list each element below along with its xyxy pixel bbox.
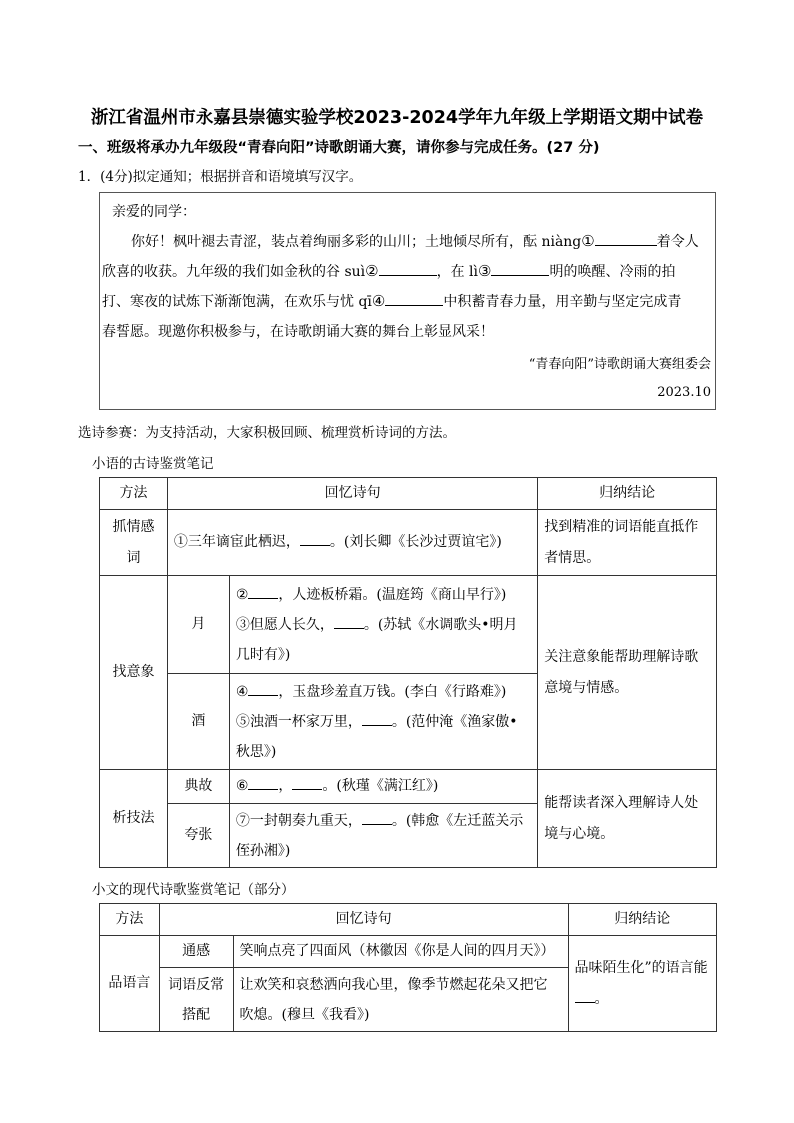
conclusion-2: 关注意象能帮助理解诗歌意境与情感。 xyxy=(538,576,717,770)
recall-unusual-collocation: 让欢笑和哀愁洒向我心里，像季节燃起花朵又把它吹熄。(穆旦《我看》) xyxy=(233,968,568,1032)
recall-allusion: ⑥ ， 。(秋瑾《满江红》) xyxy=(229,770,537,804)
exam-title: 浙江省温州市永嘉县崇德实验学校2023-2024学年九年级上学期语文期中试卷 xyxy=(90,108,704,128)
poem-notes-table xyxy=(99,477,717,868)
answer-blank[interactable] xyxy=(575,989,595,1003)
method-emotion-words: 抓情感词 xyxy=(100,510,168,576)
blank-1[interactable] xyxy=(595,231,657,246)
notice-box xyxy=(99,192,716,410)
blank-2[interactable] xyxy=(379,261,437,276)
notice-greeting: 亲爱的同学： xyxy=(112,204,196,220)
notice-line-3: 打、寒夜的试炼下渐渐饱满，在欢乐与忧 qī④ 中积蓄青春力量，用辛勤与坚定完成青 xyxy=(102,292,682,310)
modern-poem-notes-table xyxy=(99,903,717,1032)
notice-line-1: 你好！枫叶褪去青涩，装点着绚丽多彩的山川；土地倾尽所有，酝 niàng① 着令人 xyxy=(131,232,699,250)
sub-moon: 月 xyxy=(167,576,229,674)
answer-blank[interactable] xyxy=(248,585,278,599)
method-technique: 析技法 xyxy=(100,770,168,868)
question-1: 1．(4分)拟定通知；根据拼音和语境填写汉字。 xyxy=(78,169,363,185)
sub-wine: 酒 xyxy=(167,674,229,770)
method-language: 品语言 xyxy=(100,936,160,1032)
notice-line-2: 欣喜的收获。九年级的我们如金秋的谷 suì② ，在 lì③ 明的唤醒、冷雨的拍 xyxy=(102,262,676,280)
sub-exaggeration: 夸张 xyxy=(167,804,229,868)
answer-blank[interactable] xyxy=(300,532,330,546)
blank-4[interactable] xyxy=(385,291,443,306)
answer-blank[interactable] xyxy=(248,682,278,696)
sub-synesthesia: 通感 xyxy=(159,936,233,968)
header-method: 方法 xyxy=(100,904,160,936)
header-recall: 回忆诗句 xyxy=(159,904,568,936)
header-method: 方法 xyxy=(100,478,168,510)
section-heading: 一、班级将承办九年级段“青春向阳”诗歌朗诵大赛，请你参与完成任务。(27 分) xyxy=(78,140,600,156)
recall-synesthesia: 笑响点亮了四面风（林徽因《你是人间的四月天》） xyxy=(233,936,568,968)
answer-blank[interactable] xyxy=(248,776,278,790)
recall-1: ①三年谪宦此栖迟， 。(刘长卿《长沙过贾谊宅》) xyxy=(167,510,537,576)
select-intro: 选诗参赛：为支持活动，大家积极回顾、梳理赏析诗词的方法。 xyxy=(78,425,456,441)
header-conclusion: 归纳结论 xyxy=(568,904,717,936)
recall-moon: ② ，人迹板桥霜。(温庭筠《商山早行》) ③但愿人长久， 。(苏轼《水调歌头•明月几时有》) xyxy=(229,576,537,674)
conclusion-3: 能帮读者深入理解诗人处境与心境。 xyxy=(538,770,717,868)
notice-signature: “青春向阳”诗歌朗诵大赛组委会 xyxy=(528,357,711,372)
notice-line-4: 春誓愿。现邀你积极参与，在诗歌朗诵大赛的舞台上彰显风采！ xyxy=(102,324,494,340)
notice-date: 2023.10 xyxy=(657,385,711,400)
sub-allusion: 典故 xyxy=(167,770,229,804)
method-imagery: 找意象 xyxy=(100,576,168,770)
answer-blank[interactable] xyxy=(334,615,364,629)
answer-blank[interactable] xyxy=(362,712,392,726)
answer-blank[interactable] xyxy=(292,776,322,790)
header-recall: 回忆诗句 xyxy=(167,478,537,510)
answer-blank[interactable] xyxy=(362,811,392,825)
blank-3[interactable] xyxy=(491,261,549,276)
table1-caption: 小语的古诗鉴赏笔记 xyxy=(92,456,214,472)
header-conclusion: 归纳结论 xyxy=(538,478,717,510)
recall-exaggeration: ⑦一封朝奏九重天， 。(韩愈《左迁蓝关示侄孙湘》) xyxy=(229,804,537,868)
conclusion-1: 找到精准的词语能直抵作者情思。 xyxy=(538,510,717,576)
table2-caption: 小文的现代诗歌鉴赏笔记（部分） xyxy=(92,882,295,898)
conclusion-modern: 品味陌生化”的语言能 。 xyxy=(568,936,717,1032)
sub-unusual-collocation: 词语反常搭配 xyxy=(159,968,233,1032)
recall-wine: ④ ，玉盘珍羞直万钱。(李白《行路难》) ⑤浊酒一杯家万里， 。(范仲淹《渔家傲•秋思》) xyxy=(229,674,537,770)
